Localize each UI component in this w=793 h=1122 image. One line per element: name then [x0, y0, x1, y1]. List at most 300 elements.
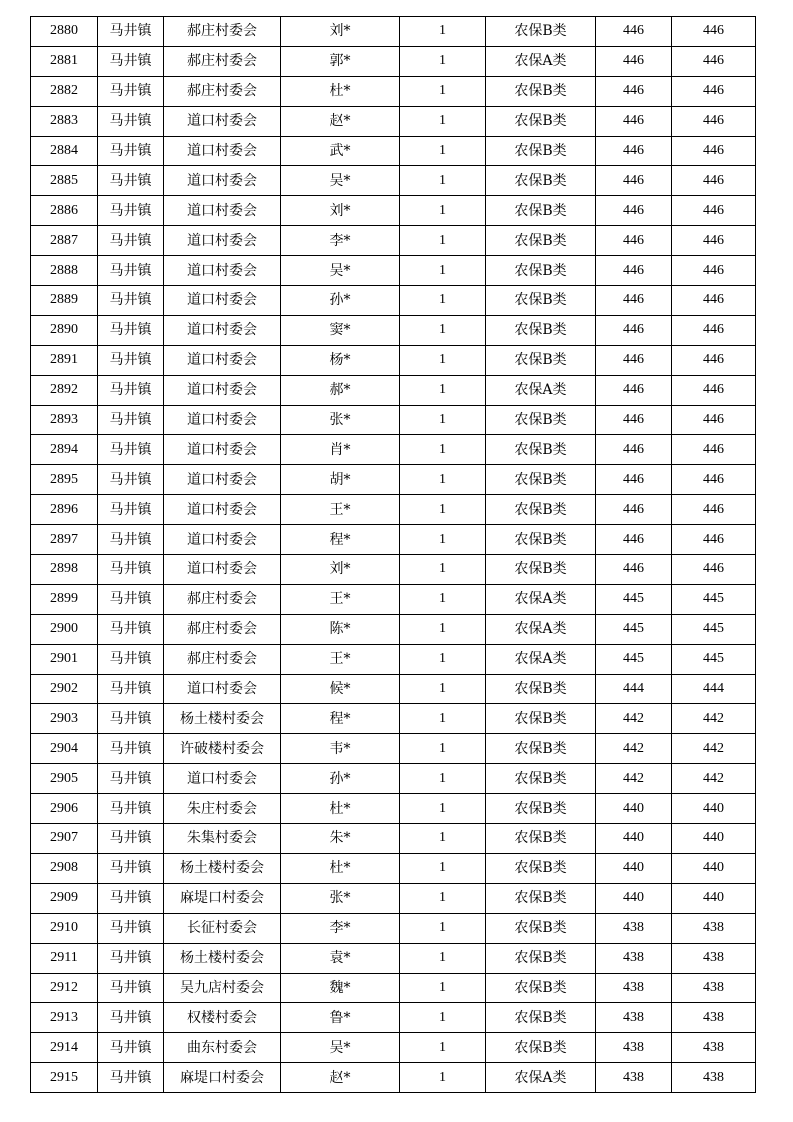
- cell-amount: 446: [596, 106, 672, 136]
- cell-town: 马井镇: [98, 824, 164, 854]
- cell-insurance-type: 农保B类: [486, 226, 596, 256]
- cell-total: 446: [672, 315, 756, 345]
- table-row: [31, 375, 756, 405]
- cell-household-count: 1: [400, 555, 486, 585]
- cell-amount: 438: [596, 1063, 672, 1093]
- cell-amount: 446: [596, 226, 672, 256]
- cell-amount: 446: [596, 555, 672, 585]
- cell-town: 马井镇: [98, 196, 164, 226]
- cell-village-committee: 朱集村委会: [164, 824, 281, 854]
- cell-serial-number: 2912: [31, 973, 98, 1003]
- cell-total: 446: [672, 495, 756, 525]
- cell-village-committee: 郝庄村委会: [164, 644, 281, 674]
- cell-person-name: 杜*: [281, 794, 400, 824]
- cell-person-name: 张*: [281, 883, 400, 913]
- cell-serial-number: 2911: [31, 943, 98, 973]
- table-row: [31, 644, 756, 674]
- cell-household-count: 1: [400, 704, 486, 734]
- cell-amount: 444: [596, 674, 672, 704]
- cell-household-count: 1: [400, 973, 486, 1003]
- cell-insurance-type: 农保B类: [486, 973, 596, 1003]
- cell-amount: 446: [596, 196, 672, 226]
- cell-insurance-type: 农保B类: [486, 106, 596, 136]
- cell-household-count: 1: [400, 106, 486, 136]
- cell-total: 442: [672, 764, 756, 794]
- cell-household-count: 1: [400, 136, 486, 166]
- cell-serial-number: 2909: [31, 883, 98, 913]
- table-row: [31, 555, 756, 585]
- cell-insurance-type: 农保B类: [486, 734, 596, 764]
- cell-household-count: 1: [400, 46, 486, 76]
- cell-amount: 446: [596, 345, 672, 375]
- cell-total: 438: [672, 1003, 756, 1033]
- cell-insurance-type: 农保B类: [486, 315, 596, 345]
- cell-person-name: 吴*: [281, 256, 400, 286]
- table-body: [31, 17, 756, 1093]
- table-row: [31, 1003, 756, 1033]
- cell-serial-number: 2891: [31, 345, 98, 375]
- cell-total: 438: [672, 1063, 756, 1093]
- cell-person-name: 郭*: [281, 46, 400, 76]
- cell-serial-number: 2903: [31, 704, 98, 734]
- table-row: [31, 76, 756, 106]
- cell-serial-number: 2899: [31, 584, 98, 614]
- cell-village-committee: 麻堤口村委会: [164, 1063, 281, 1093]
- cell-village-committee: 郝庄村委会: [164, 584, 281, 614]
- cell-amount: 446: [596, 375, 672, 405]
- table-row: [31, 853, 756, 883]
- cell-total: 445: [672, 584, 756, 614]
- table-row: [31, 913, 756, 943]
- cell-insurance-type: 农保B类: [486, 943, 596, 973]
- cell-total: 440: [672, 883, 756, 913]
- cell-person-name: 刘*: [281, 196, 400, 226]
- cell-insurance-type: 农保B类: [486, 76, 596, 106]
- cell-town: 马井镇: [98, 704, 164, 734]
- cell-household-count: 1: [400, 17, 486, 47]
- cell-town: 马井镇: [98, 435, 164, 465]
- cell-insurance-type: 农保B类: [486, 794, 596, 824]
- cell-household-count: 1: [400, 166, 486, 196]
- cell-insurance-type: 农保B类: [486, 764, 596, 794]
- table-row: [31, 136, 756, 166]
- table-row: [31, 1063, 756, 1093]
- table-row: [31, 17, 756, 47]
- cell-serial-number: 2893: [31, 405, 98, 435]
- cell-household-count: 1: [400, 1063, 486, 1093]
- cell-total: 446: [672, 375, 756, 405]
- cell-person-name: 程*: [281, 525, 400, 555]
- cell-total: 445: [672, 614, 756, 644]
- cell-total: 438: [672, 973, 756, 1003]
- cell-serial-number: 2900: [31, 614, 98, 644]
- cell-household-count: 1: [400, 256, 486, 286]
- table-row: [31, 256, 756, 286]
- cell-serial-number: 2881: [31, 46, 98, 76]
- cell-person-name: 朱*: [281, 824, 400, 854]
- cell-total: 446: [672, 106, 756, 136]
- cell-total: 445: [672, 644, 756, 674]
- cell-village-committee: 郝庄村委会: [164, 46, 281, 76]
- table-row: [31, 46, 756, 76]
- table-row: [31, 973, 756, 1003]
- cell-village-committee: 道口村委会: [164, 226, 281, 256]
- cell-serial-number: 2892: [31, 375, 98, 405]
- cell-household-count: 1: [400, 614, 486, 644]
- cell-total: 446: [672, 405, 756, 435]
- cell-village-committee: 道口村委会: [164, 196, 281, 226]
- cell-insurance-type: 农保B类: [486, 1033, 596, 1063]
- cell-town: 马井镇: [98, 943, 164, 973]
- cell-household-count: 1: [400, 375, 486, 405]
- cell-serial-number: 2898: [31, 555, 98, 585]
- cell-amount: 446: [596, 166, 672, 196]
- cell-person-name: 窦*: [281, 315, 400, 345]
- cell-person-name: 魏*: [281, 973, 400, 1003]
- cell-person-name: 刘*: [281, 17, 400, 47]
- cell-town: 马井镇: [98, 794, 164, 824]
- cell-total: 446: [672, 286, 756, 316]
- cell-person-name: 杨*: [281, 345, 400, 375]
- cell-insurance-type: 农保B类: [486, 405, 596, 435]
- cell-town: 马井镇: [98, 1063, 164, 1093]
- table-row: [31, 315, 756, 345]
- cell-insurance-type: 农保B类: [486, 17, 596, 47]
- cell-insurance-type: 农保B类: [486, 166, 596, 196]
- cell-serial-number: 2915: [31, 1063, 98, 1093]
- table-row: [31, 794, 756, 824]
- table-row: [31, 824, 756, 854]
- cell-insurance-type: 农保B类: [486, 196, 596, 226]
- cell-town: 马井镇: [98, 734, 164, 764]
- cell-person-name: 吴*: [281, 166, 400, 196]
- cell-town: 马井镇: [98, 584, 164, 614]
- cell-person-name: 郝*: [281, 375, 400, 405]
- cell-total: 446: [672, 46, 756, 76]
- cell-village-committee: 杨土楼村委会: [164, 943, 281, 973]
- cell-person-name: 肖*: [281, 435, 400, 465]
- cell-town: 马井镇: [98, 465, 164, 495]
- cell-village-committee: 杨土楼村委会: [164, 853, 281, 883]
- cell-village-committee: 道口村委会: [164, 345, 281, 375]
- cell-total: 442: [672, 704, 756, 734]
- cell-village-committee: 道口村委会: [164, 495, 281, 525]
- cell-person-name: 赵*: [281, 106, 400, 136]
- cell-household-count: 1: [400, 674, 486, 704]
- cell-town: 马井镇: [98, 555, 164, 585]
- cell-insurance-type: 农保A类: [486, 584, 596, 614]
- cell-serial-number: 2895: [31, 465, 98, 495]
- cell-household-count: 1: [400, 196, 486, 226]
- cell-person-name: 袁*: [281, 943, 400, 973]
- table-row: [31, 495, 756, 525]
- cell-household-count: 1: [400, 644, 486, 674]
- cell-amount: 440: [596, 853, 672, 883]
- cell-total: 446: [672, 256, 756, 286]
- cell-village-committee: 郝庄村委会: [164, 76, 281, 106]
- cell-total: 446: [672, 345, 756, 375]
- cell-total: 446: [672, 226, 756, 256]
- cell-serial-number: 2886: [31, 196, 98, 226]
- cell-person-name: 王*: [281, 644, 400, 674]
- cell-serial-number: 2890: [31, 315, 98, 345]
- cell-household-count: 1: [400, 405, 486, 435]
- cell-town: 马井镇: [98, 883, 164, 913]
- cell-town: 马井镇: [98, 286, 164, 316]
- cell-serial-number: 2882: [31, 76, 98, 106]
- cell-person-name: 陈*: [281, 614, 400, 644]
- cell-person-name: 孙*: [281, 286, 400, 316]
- cell-village-committee: 道口村委会: [164, 375, 281, 405]
- cell-insurance-type: 农保B类: [486, 913, 596, 943]
- cell-household-count: 1: [400, 794, 486, 824]
- cell-total: 446: [672, 196, 756, 226]
- cell-insurance-type: 农保B类: [486, 465, 596, 495]
- cell-town: 马井镇: [98, 674, 164, 704]
- table-row: [31, 286, 756, 316]
- cell-amount: 446: [596, 405, 672, 435]
- cell-total: 440: [672, 824, 756, 854]
- cell-amount: 438: [596, 943, 672, 973]
- cell-person-name: 李*: [281, 226, 400, 256]
- cell-insurance-type: 农保B类: [486, 256, 596, 286]
- cell-person-name: 杜*: [281, 76, 400, 106]
- cell-serial-number: 2887: [31, 226, 98, 256]
- cell-town: 马井镇: [98, 614, 164, 644]
- cell-household-count: 1: [400, 286, 486, 316]
- cell-insurance-type: 农保B类: [486, 435, 596, 465]
- cell-serial-number: 2914: [31, 1033, 98, 1063]
- table-row: [31, 764, 756, 794]
- cell-household-count: 1: [400, 1033, 486, 1063]
- cell-household-count: 1: [400, 853, 486, 883]
- cell-total: 438: [672, 943, 756, 973]
- cell-town: 马井镇: [98, 525, 164, 555]
- cell-amount: 442: [596, 764, 672, 794]
- cell-total: 438: [672, 913, 756, 943]
- cell-person-name: 韦*: [281, 734, 400, 764]
- table-row: [31, 883, 756, 913]
- cell-amount: 438: [596, 1003, 672, 1033]
- cell-town: 马井镇: [98, 345, 164, 375]
- cell-village-committee: 道口村委会: [164, 405, 281, 435]
- cell-person-name: 赵*: [281, 1063, 400, 1093]
- cell-household-count: 1: [400, 465, 486, 495]
- cell-amount: 446: [596, 465, 672, 495]
- cell-town: 马井镇: [98, 76, 164, 106]
- cell-serial-number: 2894: [31, 435, 98, 465]
- cell-insurance-type: 农保B类: [486, 136, 596, 166]
- cell-amount: 445: [596, 584, 672, 614]
- cell-village-committee: 道口村委会: [164, 764, 281, 794]
- cell-amount: 446: [596, 76, 672, 106]
- cell-town: 马井镇: [98, 315, 164, 345]
- cell-town: 马井镇: [98, 136, 164, 166]
- table-row: [31, 1033, 756, 1063]
- cell-total: 446: [672, 17, 756, 47]
- table-row: [31, 674, 756, 704]
- cell-household-count: 1: [400, 913, 486, 943]
- cell-village-committee: 道口村委会: [164, 465, 281, 495]
- cell-serial-number: 2897: [31, 525, 98, 555]
- cell-household-count: 1: [400, 525, 486, 555]
- table-row: [31, 106, 756, 136]
- cell-total: 446: [672, 555, 756, 585]
- cell-insurance-type: 农保A类: [486, 644, 596, 674]
- cell-household-count: 1: [400, 495, 486, 525]
- cell-person-name: 孙*: [281, 764, 400, 794]
- table-row: [31, 435, 756, 465]
- cell-town: 马井镇: [98, 644, 164, 674]
- cell-serial-number: 2904: [31, 734, 98, 764]
- cell-amount: 440: [596, 883, 672, 913]
- cell-town: 马井镇: [98, 913, 164, 943]
- cell-insurance-type: 农保B类: [486, 883, 596, 913]
- cell-amount: 446: [596, 256, 672, 286]
- cell-household-count: 1: [400, 943, 486, 973]
- cell-town: 马井镇: [98, 256, 164, 286]
- cell-serial-number: 2905: [31, 764, 98, 794]
- cell-amount: 446: [596, 315, 672, 345]
- cell-household-count: 1: [400, 435, 486, 465]
- cell-serial-number: 2880: [31, 17, 98, 47]
- cell-insurance-type: 农保B类: [486, 345, 596, 375]
- cell-serial-number: 2901: [31, 644, 98, 674]
- cell-village-committee: 权楼村委会: [164, 1003, 281, 1033]
- cell-serial-number: 2885: [31, 166, 98, 196]
- cell-household-count: 1: [400, 764, 486, 794]
- cell-amount: 446: [596, 17, 672, 47]
- cell-town: 马井镇: [98, 1003, 164, 1033]
- table-row: [31, 226, 756, 256]
- cell-total: 446: [672, 136, 756, 166]
- cell-household-count: 1: [400, 76, 486, 106]
- cell-household-count: 1: [400, 226, 486, 256]
- cell-insurance-type: 农保B类: [486, 853, 596, 883]
- cell-amount: 438: [596, 913, 672, 943]
- cell-insurance-type: 农保B类: [486, 704, 596, 734]
- table-row: [31, 584, 756, 614]
- cell-village-committee: 长征村委会: [164, 913, 281, 943]
- cell-amount: 446: [596, 136, 672, 166]
- cell-insurance-type: 农保B类: [486, 674, 596, 704]
- cell-serial-number: 2883: [31, 106, 98, 136]
- cell-town: 马井镇: [98, 495, 164, 525]
- cell-amount: 442: [596, 704, 672, 734]
- cell-amount: 446: [596, 495, 672, 525]
- cell-amount: 440: [596, 794, 672, 824]
- cell-household-count: 1: [400, 883, 486, 913]
- cell-village-committee: 道口村委会: [164, 555, 281, 585]
- cell-insurance-type: 农保B类: [486, 1003, 596, 1033]
- cell-serial-number: 2907: [31, 824, 98, 854]
- cell-total: 446: [672, 465, 756, 495]
- data-table: [30, 16, 756, 1093]
- table-row: [31, 734, 756, 764]
- cell-total: 444: [672, 674, 756, 704]
- cell-town: 马井镇: [98, 375, 164, 405]
- cell-amount: 445: [596, 614, 672, 644]
- cell-amount: 446: [596, 46, 672, 76]
- cell-serial-number: 2888: [31, 256, 98, 286]
- cell-town: 马井镇: [98, 764, 164, 794]
- cell-person-name: 吴*: [281, 1033, 400, 1063]
- cell-total: 446: [672, 76, 756, 106]
- table-row: [31, 614, 756, 644]
- cell-household-count: 1: [400, 345, 486, 375]
- cell-village-committee: 道口村委会: [164, 166, 281, 196]
- cell-insurance-type: 农保B类: [486, 495, 596, 525]
- cell-total: 442: [672, 734, 756, 764]
- cell-serial-number: 2884: [31, 136, 98, 166]
- cell-household-count: 1: [400, 1003, 486, 1033]
- cell-village-committee: 郝庄村委会: [164, 614, 281, 644]
- cell-town: 马井镇: [98, 17, 164, 47]
- cell-insurance-type: 农保A类: [486, 1063, 596, 1093]
- cell-amount: 438: [596, 973, 672, 1003]
- table-row: [31, 196, 756, 226]
- cell-serial-number: 2906: [31, 794, 98, 824]
- cell-village-committee: 道口村委会: [164, 435, 281, 465]
- cell-insurance-type: 农保A类: [486, 375, 596, 405]
- cell-village-committee: 道口村委会: [164, 136, 281, 166]
- cell-serial-number: 2896: [31, 495, 98, 525]
- cell-household-count: 1: [400, 584, 486, 614]
- cell-village-committee: 道口村委会: [164, 286, 281, 316]
- cell-amount: 446: [596, 435, 672, 465]
- cell-household-count: 1: [400, 734, 486, 764]
- table-row: [31, 465, 756, 495]
- cell-serial-number: 2910: [31, 913, 98, 943]
- cell-amount: 445: [596, 644, 672, 674]
- table-row: [31, 345, 756, 375]
- cell-person-name: 胡*: [281, 465, 400, 495]
- cell-village-committee: 道口村委会: [164, 525, 281, 555]
- cell-town: 马井镇: [98, 166, 164, 196]
- cell-insurance-type: 农保B类: [486, 555, 596, 585]
- cell-serial-number: 2902: [31, 674, 98, 704]
- cell-person-name: 李*: [281, 913, 400, 943]
- table-row: [31, 525, 756, 555]
- cell-town: 马井镇: [98, 853, 164, 883]
- cell-insurance-type: 农保A类: [486, 614, 596, 644]
- cell-total: 446: [672, 166, 756, 196]
- cell-village-committee: 道口村委会: [164, 315, 281, 345]
- cell-amount: 446: [596, 525, 672, 555]
- cell-total: 446: [672, 435, 756, 465]
- cell-village-committee: 道口村委会: [164, 256, 281, 286]
- cell-town: 马井镇: [98, 405, 164, 435]
- table-row: [31, 166, 756, 196]
- cell-person-name: 武*: [281, 136, 400, 166]
- cell-town: 马井镇: [98, 226, 164, 256]
- cell-town: 马井镇: [98, 1033, 164, 1063]
- cell-household-count: 1: [400, 824, 486, 854]
- cell-person-name: 刘*: [281, 555, 400, 585]
- table-row: [31, 704, 756, 734]
- cell-insurance-type: 农保B类: [486, 824, 596, 854]
- cell-town: 马井镇: [98, 46, 164, 76]
- cell-person-name: 程*: [281, 704, 400, 734]
- cell-village-committee: 道口村委会: [164, 106, 281, 136]
- cell-village-committee: 朱庄村委会: [164, 794, 281, 824]
- cell-serial-number: 2889: [31, 286, 98, 316]
- cell-village-committee: 杨土楼村委会: [164, 704, 281, 734]
- cell-person-name: 王*: [281, 495, 400, 525]
- cell-total: 440: [672, 794, 756, 824]
- cell-village-committee: 麻堤口村委会: [164, 883, 281, 913]
- cell-insurance-type: 农保A类: [486, 46, 596, 76]
